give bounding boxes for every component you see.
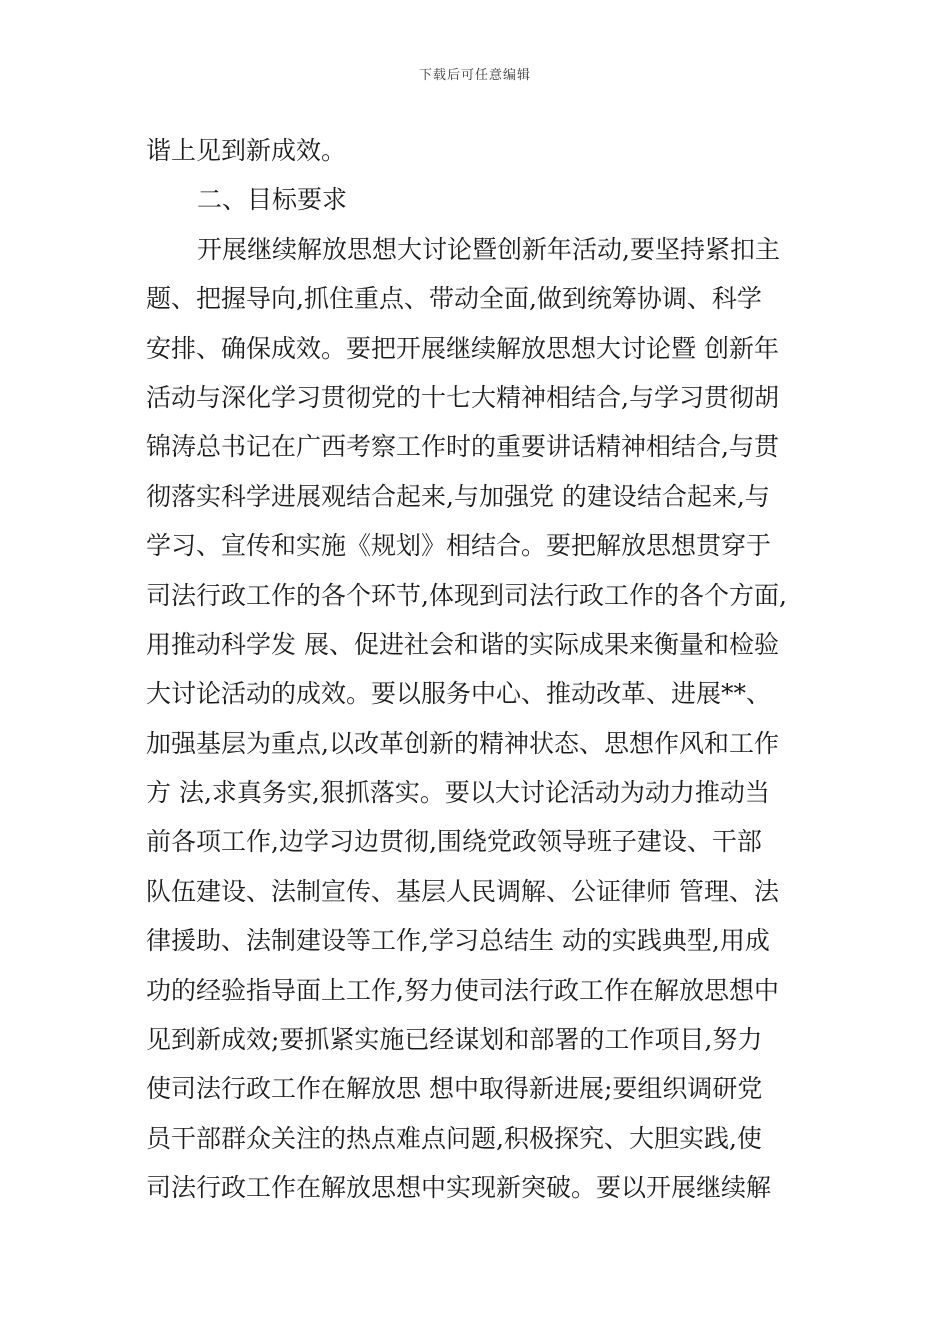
- text-line: 谐上见到新成效。: [146, 136, 347, 165]
- text-line: 加强基层为重点,以改革创新的精神状态、思想作风和工作: [146, 728, 779, 758]
- text-line: 队伍建设、法制宣传、基层人民调解、公证律师 管理、法: [146, 876, 779, 906]
- text-line: 活动与深化学习贯彻党的十七大精神相结合,与学习贯彻胡: [146, 382, 779, 412]
- text-line: 见到新成效;要抓紧实施已经谋划和部署的工作项目,努力: [146, 1025, 763, 1055]
- document-body: [146, 126, 836, 1213]
- text-line: 大讨论活动的成效。要以服务中心、推动改革、进展**、: [146, 679, 772, 709]
- text-line: 司法行政工作在解放思想中实现新突破。要以开展继续解: [146, 1173, 772, 1203]
- text-line: 前各项工作,边学习边贯彻,围绕党政领导班子建设、干部: [146, 827, 762, 857]
- text-line: 锦涛总书记在广西考察工作时的重要讲话精神相结合,与贯: [146, 432, 779, 462]
- text-line: 安排、确保成效。要把开展继续解放思想大讨论暨 创新年: [146, 333, 779, 363]
- text-line: 律援助、法制建设等工作,学习总结生 动的实践典型,用成: [146, 926, 770, 956]
- page-header: 下载后可任意编辑: [418, 68, 531, 83]
- text-line: 员干部群众关注的热点难点问题,积极探究、大胆实践,使: [146, 1123, 762, 1153]
- text-line: 司法行政工作的各个环节,体现到司法行政工作的各个方面,: [146, 580, 787, 610]
- text-line: 开展继续解放思想大讨论暨创新年活动,要坚持紧扣主: [197, 234, 780, 264]
- text-line: 使司法行政工作在解放思 想中取得新进展;要组织调研党: [146, 1074, 763, 1104]
- text-line: 用推动科学发 展、促进社会和谐的实际成果来衡量和检验: [146, 629, 779, 659]
- text-line: 学习、宣传和实施《规划》相结合。要把解放思想贯穿于: [146, 531, 772, 561]
- text-line: 方 法,求真务实,狠抓落实。要以大讨论活动为动力推动当: [146, 778, 770, 808]
- text-line: 彻落实科学进展观结合起来,与加强党 的建设结合起来,与: [146, 481, 770, 511]
- text-line: 功的经验指导面上工作,努力使司法行政工作在解放思想中: [146, 975, 779, 1005]
- section-heading: 二、目标要求: [197, 185, 348, 215]
- text-line: 题、把握导向,抓住重点、带动全面,做到统筹协调、科学: [146, 284, 762, 314]
